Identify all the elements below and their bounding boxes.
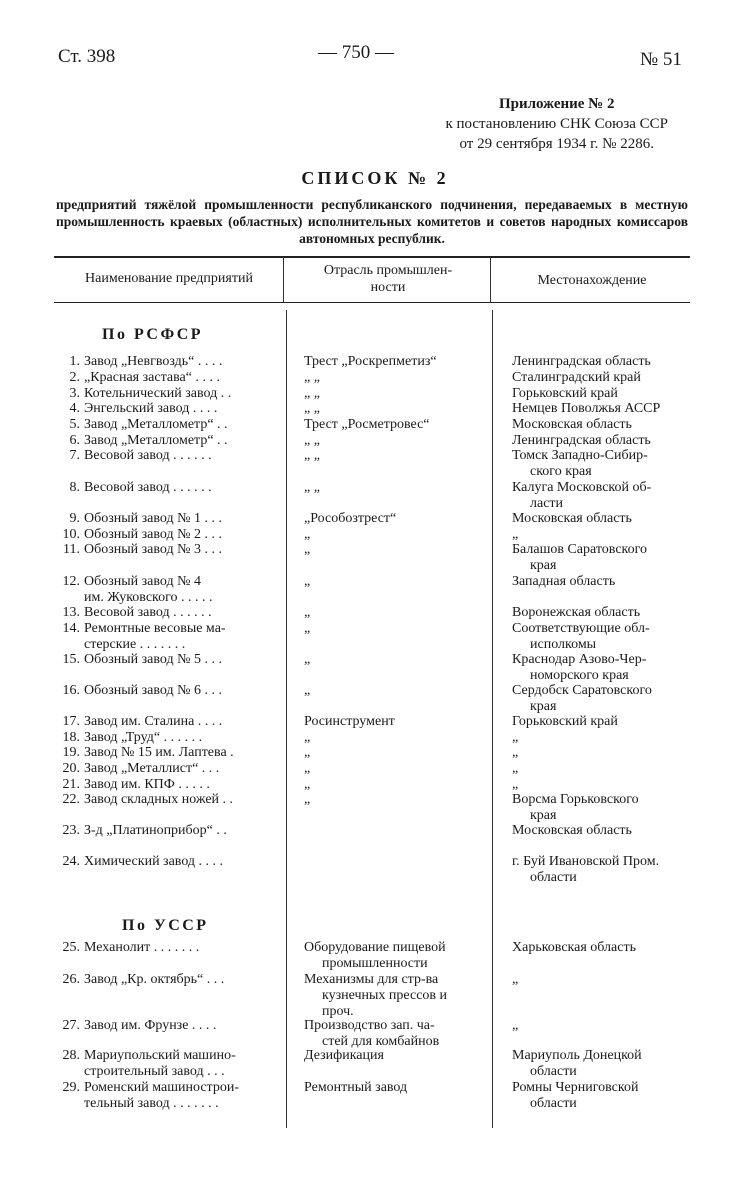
enterprise-name: Завод „Металлометр“ . . [84,417,228,432]
row-number: 16. [62,683,80,698]
industry: „ „ [304,370,320,385]
enterprise-name-cell [54,354,282,370]
industry-cell [304,792,484,808]
industry: „ [304,683,311,698]
enterprise-name: Весовой завод . . . . . . [84,480,212,495]
article-number: Ст. 398 [58,46,116,67]
enterprise-name-line [54,652,282,668]
row-number: 4. [69,401,80,416]
enterprise-name-line [54,448,282,464]
row-number: 29. [62,1080,80,1095]
location-continued: края [530,807,557,823]
enterprise-name: Обозный завод № 3 . . . [84,542,222,557]
location-cell [512,652,692,684]
enterprise-name-line [54,370,282,386]
location-cell [512,370,692,386]
location: Краснодар Азово-Чер- [512,652,647,667]
enterprise-name-continued: им. Жуковского . . . . . [84,589,213,605]
enterprise-name-continued: стерские . . . . . . . [84,636,186,652]
industry: Росинструмент [304,714,395,729]
row-number: 24. [62,854,80,869]
enterprise-name: Обозный завод № 5 . . . [84,652,222,667]
enterprise-name-line [54,1048,282,1064]
location-continued: области [530,869,577,885]
industry-cell [304,433,484,449]
enterprise-name: Завод „Металлометр“ . . [84,433,228,448]
location: Московская область [512,417,632,432]
location-cell [512,1048,692,1080]
location: Ленинградская область [512,433,651,448]
location: Ромны Черниговской [512,1080,639,1095]
location-cell [512,417,692,433]
enterprise-name-line [54,730,282,746]
row-number: 6. [69,433,80,448]
enterprise-name-cell [54,605,282,621]
location: Калуга Московской об- [512,480,652,495]
enterprise-name: Завод им. Сталина . . . . [84,714,223,729]
section-heading-rsfsr: По РСФСР [102,326,204,343]
enterprise-name-cell [54,940,282,956]
enterprise-name-line [54,940,282,956]
location-cell [512,792,692,824]
location: Томск Западно-Сибир- [512,448,648,463]
enterprise-name-line [54,1018,282,1034]
column-header-industry-line2: ности [370,280,406,295]
enterprise-name-cell [54,433,282,449]
enterprise-name-line [54,745,282,761]
column-divider [283,257,284,302]
enterprise-name-line [54,777,282,793]
location: „ [512,1018,519,1033]
location-cell [512,480,692,512]
industry: „ „ [304,480,320,495]
industry-cell [304,448,484,464]
location: „ [512,527,519,542]
enterprise-name-line [54,511,282,527]
enterprise-name-cell [54,448,282,464]
location-cell [512,433,692,449]
enterprise-name: Химический завод . . . . [84,854,224,869]
location-cell [512,730,692,746]
enterprise-name-line [54,354,282,370]
enterprise-name-continued: строительный завод . . . [84,1063,225,1079]
location-cell [512,401,692,417]
enterprise-name: Завод им. Фрунзе . . . . [84,1018,217,1033]
enterprise-name-cell [54,401,282,417]
column-divider [490,257,491,302]
row-number: 18. [62,730,80,745]
column-divider [492,310,493,1128]
enterprise-name: Завод складных ножей . . [84,792,234,807]
enterprise-name-cell [54,745,282,761]
location-cell [512,1018,692,1034]
enterprise-name: Ремонтные весовые ма- [84,621,226,636]
enterprise-name-line [54,972,282,988]
industry-continued: кузнечных прессов и [322,987,448,1003]
industry: Ремонтный завод [304,1080,408,1095]
location-cell [512,823,692,839]
row-number: 25. [62,940,80,955]
enterprise-name: „Красная застава“ . . . . [84,370,220,385]
industry: „ [304,542,311,557]
location: Харьковская область [512,940,636,955]
industry-cell [304,605,484,621]
enterprise-name-line [54,542,282,558]
location-cell [512,745,692,761]
industry: „ [304,792,311,807]
enterprise-name: Завод № 15 им. Лаптева . [84,745,234,760]
location-cell [512,448,692,480]
enterprise-name-line [54,401,282,417]
location-continued: ласти [530,495,564,511]
industry-cell [304,730,484,746]
location: Горьковский край [512,386,618,401]
industry-cell [304,972,484,1019]
location-continued: области [530,1063,577,1079]
enterprise-name: Обозный завод № 1 . . . [84,511,222,526]
enterprise-name-cell [54,730,282,746]
enterprise-name-line [54,854,282,870]
location-cell [512,511,692,527]
location-cell [512,854,692,886]
location-cell [512,761,692,777]
industry-cell [304,683,484,699]
enterprise-name-cell [54,370,282,386]
location: Московская область [512,823,632,838]
row-number: 20. [62,761,80,776]
enterprise-name: Завод „Металлист“ . . . [84,761,220,776]
enterprise-name-cell [54,511,282,527]
enterprise-name: Весовой завод . . . . . . [84,605,212,620]
industry: „ [304,730,311,745]
enterprise-name: Обозный завод № 6 . . . [84,683,222,698]
location-cell [512,714,692,730]
enterprise-name-cell [54,1048,282,1080]
column-header-industry-line1: Отрасль промышлен- [323,263,453,278]
industry-cell [304,417,484,433]
list-title: СПИСОК № 2 [301,168,449,188]
industry: „ [304,761,311,776]
industry-cell [304,714,484,730]
enterprise-name-line [54,792,282,808]
enterprise-name-cell [54,542,282,558]
industry-cell [304,761,484,777]
row-number: 17. [62,714,80,729]
enterprise-name-cell [54,972,282,988]
location-cell [512,683,692,715]
industry-cell [304,745,484,761]
row-number: 9. [69,511,80,526]
enterprise-name-cell [54,777,282,793]
location: Московская область [512,511,632,526]
enterprise-name-cell [54,854,282,870]
enterprise-name-line [54,1080,282,1096]
list-intro: предприятий тяжёлой промышленности республиканского подчинения, передаваемых в местную промышленность краевых (областных) исполнительных комитетов и советов народных комиссаров автономных республик. [56,197,688,246]
industry: „ „ [304,433,320,448]
enterprise-name-cell [54,714,282,730]
industry-cell [304,354,484,370]
industry: „ [304,574,311,589]
enterprise-name: Завод „Кр. октябрь“ . . . [84,972,225,987]
location: „ [512,761,519,776]
row-number: 19. [62,745,80,760]
row-number: 7. [69,448,80,463]
location: Сталинградский край [512,370,641,385]
location-cell [512,972,692,988]
enterprise-name-line [54,574,282,590]
enterprise-name: Обозный завод № 4 [84,574,201,589]
location: Западная область [512,574,616,589]
location-cell [512,605,692,621]
location-continued: области [530,1095,577,1111]
enterprise-name-continued: тельный завод . . . . . . . [84,1095,219,1111]
industry-cell [304,370,484,386]
location: Горьковский край [512,714,618,729]
row-number: 22. [62,792,80,807]
row-number: 12. [62,574,80,589]
location: Ворсма Горьковского [512,792,639,807]
row-number: 26. [62,972,80,987]
enterprise-name-cell [54,792,282,808]
enterprise-name: З-д „Платиноприбор“ . . [84,823,227,838]
industry-cell [304,480,484,496]
row-number: 21. [62,777,80,792]
industry-cell [304,621,484,637]
industry: „ „ [304,401,320,416]
enterprise-name-line [54,527,282,543]
enterprise-name-line [54,386,282,402]
location-cell [512,621,692,653]
enterprise-name-cell [54,1018,282,1034]
location-cell [512,1080,692,1112]
industry-continued: проч. [322,1003,354,1019]
location-cell [512,574,692,590]
location: Сердобск Саратовского [512,683,652,698]
appendix-title: Приложение № 2 [498,96,615,112]
page-number: — 750 — [318,42,394,63]
location: Мариуполь Донецкой [512,1048,642,1063]
enterprise-name: Мариупольский машино- [84,1048,236,1063]
enterprise-name: Энгельский завод . . . . [84,401,218,416]
enterprise-name: Механолит . . . . . . . [84,940,200,955]
enterprise-name-line [54,417,282,433]
industry: „ „ [304,448,320,463]
appendix-line-3: от 29 сентября 1934 г. № 2286. [459,136,654,152]
column-divider [286,310,287,1128]
location-continued: номорского края [530,667,629,683]
industry: „ [304,605,311,620]
location: Ленинградская область [512,354,651,369]
industry: „Рособозтрест“ [304,511,397,526]
location-cell [512,386,692,402]
enterprise-name-cell [54,1080,282,1112]
industry: Оборудование пищевой [304,940,446,955]
row-number: 27. [62,1018,80,1033]
row-number: 2. [69,370,80,385]
location: Немцев Поволжья АССР [512,401,661,416]
industry: „ [304,527,311,542]
location: Соответствующие обл- [512,621,650,636]
industry: Трест „Росметровес“ [304,417,430,432]
location: г. Буй Ивановской Пром. [512,854,660,869]
enterprise-name: Завод им. КПФ . . . . . [84,777,210,792]
location-cell [512,354,692,370]
industry-cell [304,511,484,527]
row-number: 3. [69,386,80,401]
enterprise-name: Завод „Труд“ . . . . . . [84,730,203,745]
industry-cell [304,940,484,972]
location: „ [512,972,519,987]
enterprise-name-line [54,433,282,449]
enterprise-name-cell [54,386,282,402]
industry-continued: промышленности [322,955,428,971]
row-number: 11. [63,542,80,557]
location-cell [512,940,692,956]
issue-number: № 51 [640,49,682,70]
industry-cell [304,777,484,793]
location-continued: ского края [530,463,592,479]
industry-cell [304,1048,484,1064]
enterprise-name-line [54,683,282,699]
column-header-location: Местонахождение [537,273,647,288]
enterprise-name-cell [54,823,282,839]
location-continued: исполкомы [530,636,597,652]
row-number: 5. [69,417,80,432]
industry: Трест „Роскрепметиз“ [304,354,437,369]
industry-cell [304,401,484,417]
location-continued: края [530,557,557,573]
enterprise-name-cell [54,527,282,543]
appendix-block [445,94,668,154]
row-number: 13. [62,605,80,620]
enterprise-name-cell [54,574,282,606]
location: Воронежская область [512,605,641,620]
industry: „ [304,652,311,667]
location: „ [512,777,519,792]
industry: „ [304,777,311,792]
industry-continued: стей для комбайнов [322,1033,440,1049]
enterprise-name-line [54,480,282,496]
column-header-industry [290,262,486,296]
table-header-rule [54,302,690,303]
enterprise-name-line [54,621,282,637]
location: „ [512,730,519,745]
enterprise-name-line [54,605,282,621]
enterprise-name-cell [54,480,282,496]
row-number: 14. [62,621,80,636]
industry: „ [304,745,311,760]
industry-cell [304,1080,484,1096]
section-heading-ussr: По УССР [122,917,209,934]
row-number: 15. [62,652,80,667]
enterprise-name: Обозный завод № 2 . . . [84,527,222,542]
row-number: 10. [62,527,80,542]
enterprise-name: Весовой завод . . . . . . [84,448,212,463]
row-number: 8. [69,480,80,495]
industry: Дезификация [304,1048,384,1063]
industry: Механизмы для стр-ва [304,972,439,987]
location: „ [512,745,519,760]
industry-cell [304,574,484,590]
enterprise-name: Котельнический завод . . [84,386,232,401]
industry-cell [304,652,484,668]
industry-cell [304,527,484,543]
industry-cell [304,1018,484,1050]
industry: Производство зап. ча- [304,1018,435,1033]
table-top-rule [54,256,690,258]
location-cell [512,777,692,793]
enterprise-name-cell [54,417,282,433]
industry: „ [304,621,311,636]
industry-cell [304,542,484,558]
enterprise-name-cell [54,621,282,653]
column-header-name: Наименование предприятий [85,271,253,286]
enterprise-name-cell [54,683,282,699]
industry-cell [304,386,484,402]
appendix-line-2: к постановлению СНК Союза ССР [445,116,668,132]
enterprise-name: Завод „Невгвоздь“ . . . . [84,354,223,369]
enterprise-name: Роменский машинострои- [84,1080,239,1095]
row-number: 1. [69,354,80,369]
location-cell [512,542,692,574]
location-cell [512,527,692,543]
enterprise-name-line [54,714,282,730]
row-number: 23. [62,823,80,838]
location: Балашов Саратовского [512,542,648,557]
row-number: 28. [62,1048,80,1063]
enterprise-name-cell [54,652,282,668]
industry: „ „ [304,386,320,401]
enterprise-name-cell [54,761,282,777]
location-continued: края [530,698,557,714]
enterprise-name-line [54,761,282,777]
enterprise-name-line [54,823,282,839]
